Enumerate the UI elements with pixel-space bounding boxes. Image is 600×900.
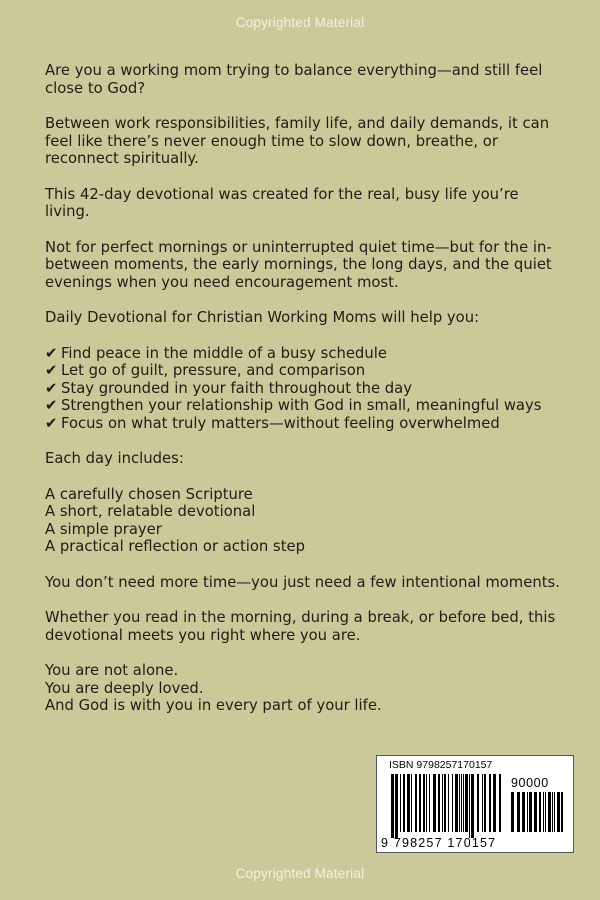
- barcode-bar: [419, 774, 421, 832]
- watermark-bottom: Copyrighted Material: [235, 866, 365, 881]
- isbn-barcode: [376, 755, 574, 853]
- isbn-label: ISBN 9798257170157: [389, 759, 493, 771]
- barcode-bar: [511, 792, 514, 832]
- barcode-bar: [433, 774, 436, 832]
- closing-line: And God is with you in every part of your life.: [45, 697, 382, 715]
- barcode-bar: [407, 774, 410, 832]
- barcode-bar: [489, 774, 491, 832]
- barcode-bar: [539, 792, 541, 832]
- paragraph-4: Not for perfect mornings or uninterrupted quiet time—but for the in-between moments, the early mornings, the long days, and the quiet evenings when you need encouragement most.: [45, 238, 552, 291]
- paragraph-6: Whether you read in the morning, during a break, or before bed, this devotional meets you right where you are.: [45, 609, 556, 644]
- barcode-bar: [477, 774, 479, 832]
- checkmark-icon: ✔: [45, 397, 58, 415]
- barcode-bar: [543, 792, 544, 832]
- barcode-bar: [465, 774, 468, 832]
- barcode-bar: [534, 792, 537, 832]
- barcode-bar: [452, 774, 453, 832]
- barcode-bar: [493, 774, 496, 832]
- barcode-bar: [469, 774, 470, 838]
- checkmark-icon: ✔: [45, 414, 58, 432]
- paragraph-3: This 42-day devotional was created for the real, busy life you’re living.: [45, 185, 519, 221]
- barcode-bar: [400, 774, 401, 832]
- barcode-bar: [548, 792, 551, 832]
- benefit-item: ✔ Find peace in the middle of a busy schedule: [45, 344, 387, 362]
- barcode-bar: [471, 774, 474, 838]
- intro-paragraph: Are you a working mom trying to balance everything—and still feel close to God?: [45, 62, 543, 97]
- barcode-bar: [442, 774, 443, 832]
- barcode-bar: [561, 792, 563, 832]
- barcode-bar: [554, 792, 555, 832]
- checkmark-icon: ✔: [45, 362, 58, 380]
- barcode-bar: [438, 774, 440, 832]
- includes-item: A practical reflection or action step: [45, 538, 306, 556]
- barcode-bar: [482, 774, 483, 832]
- barcode-bar: [426, 774, 427, 832]
- barcode-bar: [448, 774, 449, 832]
- barcode-bar: [557, 792, 560, 832]
- barcode-bar: [423, 774, 425, 832]
- barcode-bar: [484, 774, 486, 832]
- barcode-bar: [411, 774, 412, 832]
- paragraph-2: Between work responsibilities, family life, and daily demands, it can feel like there’s never enough time to slow down, breathe, or reconnect spiritually.: [45, 114, 550, 168]
- benefits-heading: Daily Devotional for Christian Working Moms will help you:: [45, 309, 480, 327]
- price-code: 90000: [511, 776, 549, 790]
- barcode-bar: [395, 774, 398, 838]
- barcode-bar: [455, 774, 458, 832]
- benefits-list: [45, 345, 565, 433]
- barcode-bar: [529, 792, 532, 832]
- closing-line: You are not alone.: [45, 662, 179, 680]
- barcode-bar: [461, 774, 462, 832]
- barcode-bar: [545, 792, 546, 832]
- closing-lines: [45, 662, 565, 715]
- barcode-bar: [429, 774, 430, 832]
- benefit-item: ✔ Focus on what truly matters—without feeling overwhelmed: [45, 414, 500, 432]
- includes-item: A short, relatable devotional: [45, 503, 256, 521]
- benefit-item: ✔ Let go of guilt, pressure, and comparison: [45, 362, 366, 380]
- barcode-bar: [415, 774, 417, 832]
- back-cover-description: [45, 62, 565, 733]
- includes-item: A carefully chosen Scripture: [45, 485, 253, 503]
- includes-item: A simple prayer: [45, 520, 162, 538]
- barcode-bar: [391, 774, 394, 838]
- barcode-bar: [522, 792, 525, 832]
- checkmark-icon: ✔: [45, 344, 58, 362]
- barcode-bar: [517, 792, 520, 832]
- benefit-item: ✔ Stay grounded in your faith throughout the day: [45, 379, 412, 397]
- barcode-bar: [463, 774, 464, 832]
- barcode-bar: [499, 774, 501, 832]
- barcode-bar: [552, 792, 553, 832]
- isbn-digits: 9 798257 170157: [381, 836, 497, 850]
- watermark-top: Copyrighted Material: [235, 15, 365, 30]
- closing-line: You are deeply loved.: [45, 679, 204, 697]
- paragraph-5: You don’t need more time—you just need a few intentional moments.: [45, 573, 560, 591]
- barcode-bar: [403, 774, 405, 832]
- checkmark-icon: ✔: [45, 379, 58, 397]
- includes-list: [45, 486, 565, 556]
- barcode-bar: [459, 774, 460, 832]
- barcode-bar: [444, 774, 446, 832]
- barcode-bar: [527, 792, 528, 832]
- includes-heading: Each day includes:: [45, 450, 184, 468]
- benefit-item: ✔ Strengthen your relationship with God in small, meaningful ways: [45, 397, 542, 415]
